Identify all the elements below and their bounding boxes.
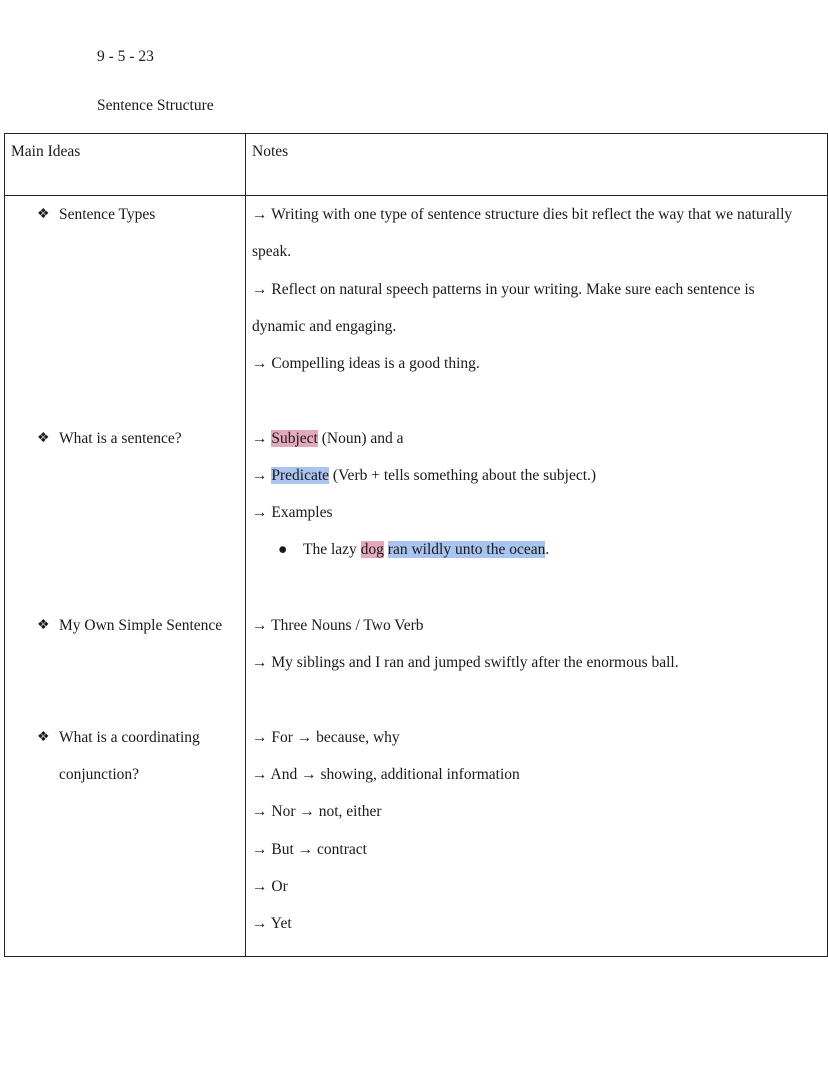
main-ideas-header: Main Ideas xyxy=(5,134,246,196)
main-idea-label: Sentence Types xyxy=(59,206,156,223)
document-date: 9 - 5 - 23 xyxy=(97,48,154,65)
main-idea-coordinating-conjunction xyxy=(37,729,242,793)
note-line: → Examples xyxy=(252,504,333,521)
note-line: → Compelling ideas is a good thing. xyxy=(252,355,480,372)
subject-highlight: Subject xyxy=(271,430,318,447)
main-idea-label-line2: conjunction? xyxy=(59,766,140,783)
main-idea-sentence-types xyxy=(37,206,242,233)
note-line: → Nor → not, either xyxy=(252,803,382,820)
diamond-bullet-icon: ❖ xyxy=(37,730,50,745)
note-line: → And → showing, additional information xyxy=(252,766,520,783)
diamond-bullet-icon: ❖ xyxy=(37,431,50,446)
main-idea-what-is-sentence xyxy=(37,430,242,457)
main-idea-label-line1: What is a coordinating xyxy=(59,729,200,746)
example-subject-highlight: dog xyxy=(360,541,384,558)
note-line: → For → because, why xyxy=(252,729,400,746)
note-line: → Or xyxy=(252,878,288,895)
table-header-row xyxy=(5,134,828,196)
diamond-bullet-icon: ❖ xyxy=(37,207,50,222)
main-idea-label: My Own Simple Sentence xyxy=(59,617,223,634)
main-idea-own-sentence xyxy=(37,617,242,644)
note-line: speak. xyxy=(252,243,292,260)
round-bullet-icon: ● xyxy=(278,541,288,558)
note-line: → Three Nouns / Two Verb xyxy=(252,617,424,634)
cornell-notes-table xyxy=(4,133,828,957)
document-title: Sentence Structure xyxy=(97,97,214,114)
main-idea-label xyxy=(59,719,200,793)
note-line: dynamic and engaging. xyxy=(252,318,397,335)
example-predicate-highlight: ran wildly unto the ocean xyxy=(387,541,546,558)
predicate-highlight: Predicate xyxy=(271,467,330,484)
note-line-subject: → Subject (Noun) and a xyxy=(252,430,404,447)
main-ideas-column xyxy=(5,196,246,957)
note-line: → Yet xyxy=(252,915,292,932)
diamond-bullet-icon: ❖ xyxy=(37,618,50,633)
note-line: → Writing with one type of sentence structure dies bit reflect the way that we naturally xyxy=(252,206,793,223)
note-line: → But → contract xyxy=(252,841,367,858)
table-row xyxy=(5,196,828,957)
note-line: → Reflect on natural speech patterns in your writing. Make sure each sentence is xyxy=(252,281,755,298)
note-line: → My siblings and I ran and jumped swiftly after the enormous ball. xyxy=(252,654,679,671)
notes-column xyxy=(246,196,828,957)
example-list-item: ● The lazy dog ran wildly unto the ocean. xyxy=(278,541,550,558)
notes-header: Notes xyxy=(246,134,828,196)
main-idea-label: What is a sentence? xyxy=(59,430,182,447)
note-line-predicate: → Predicate (Verb + tells something about the subject.) xyxy=(252,467,597,484)
